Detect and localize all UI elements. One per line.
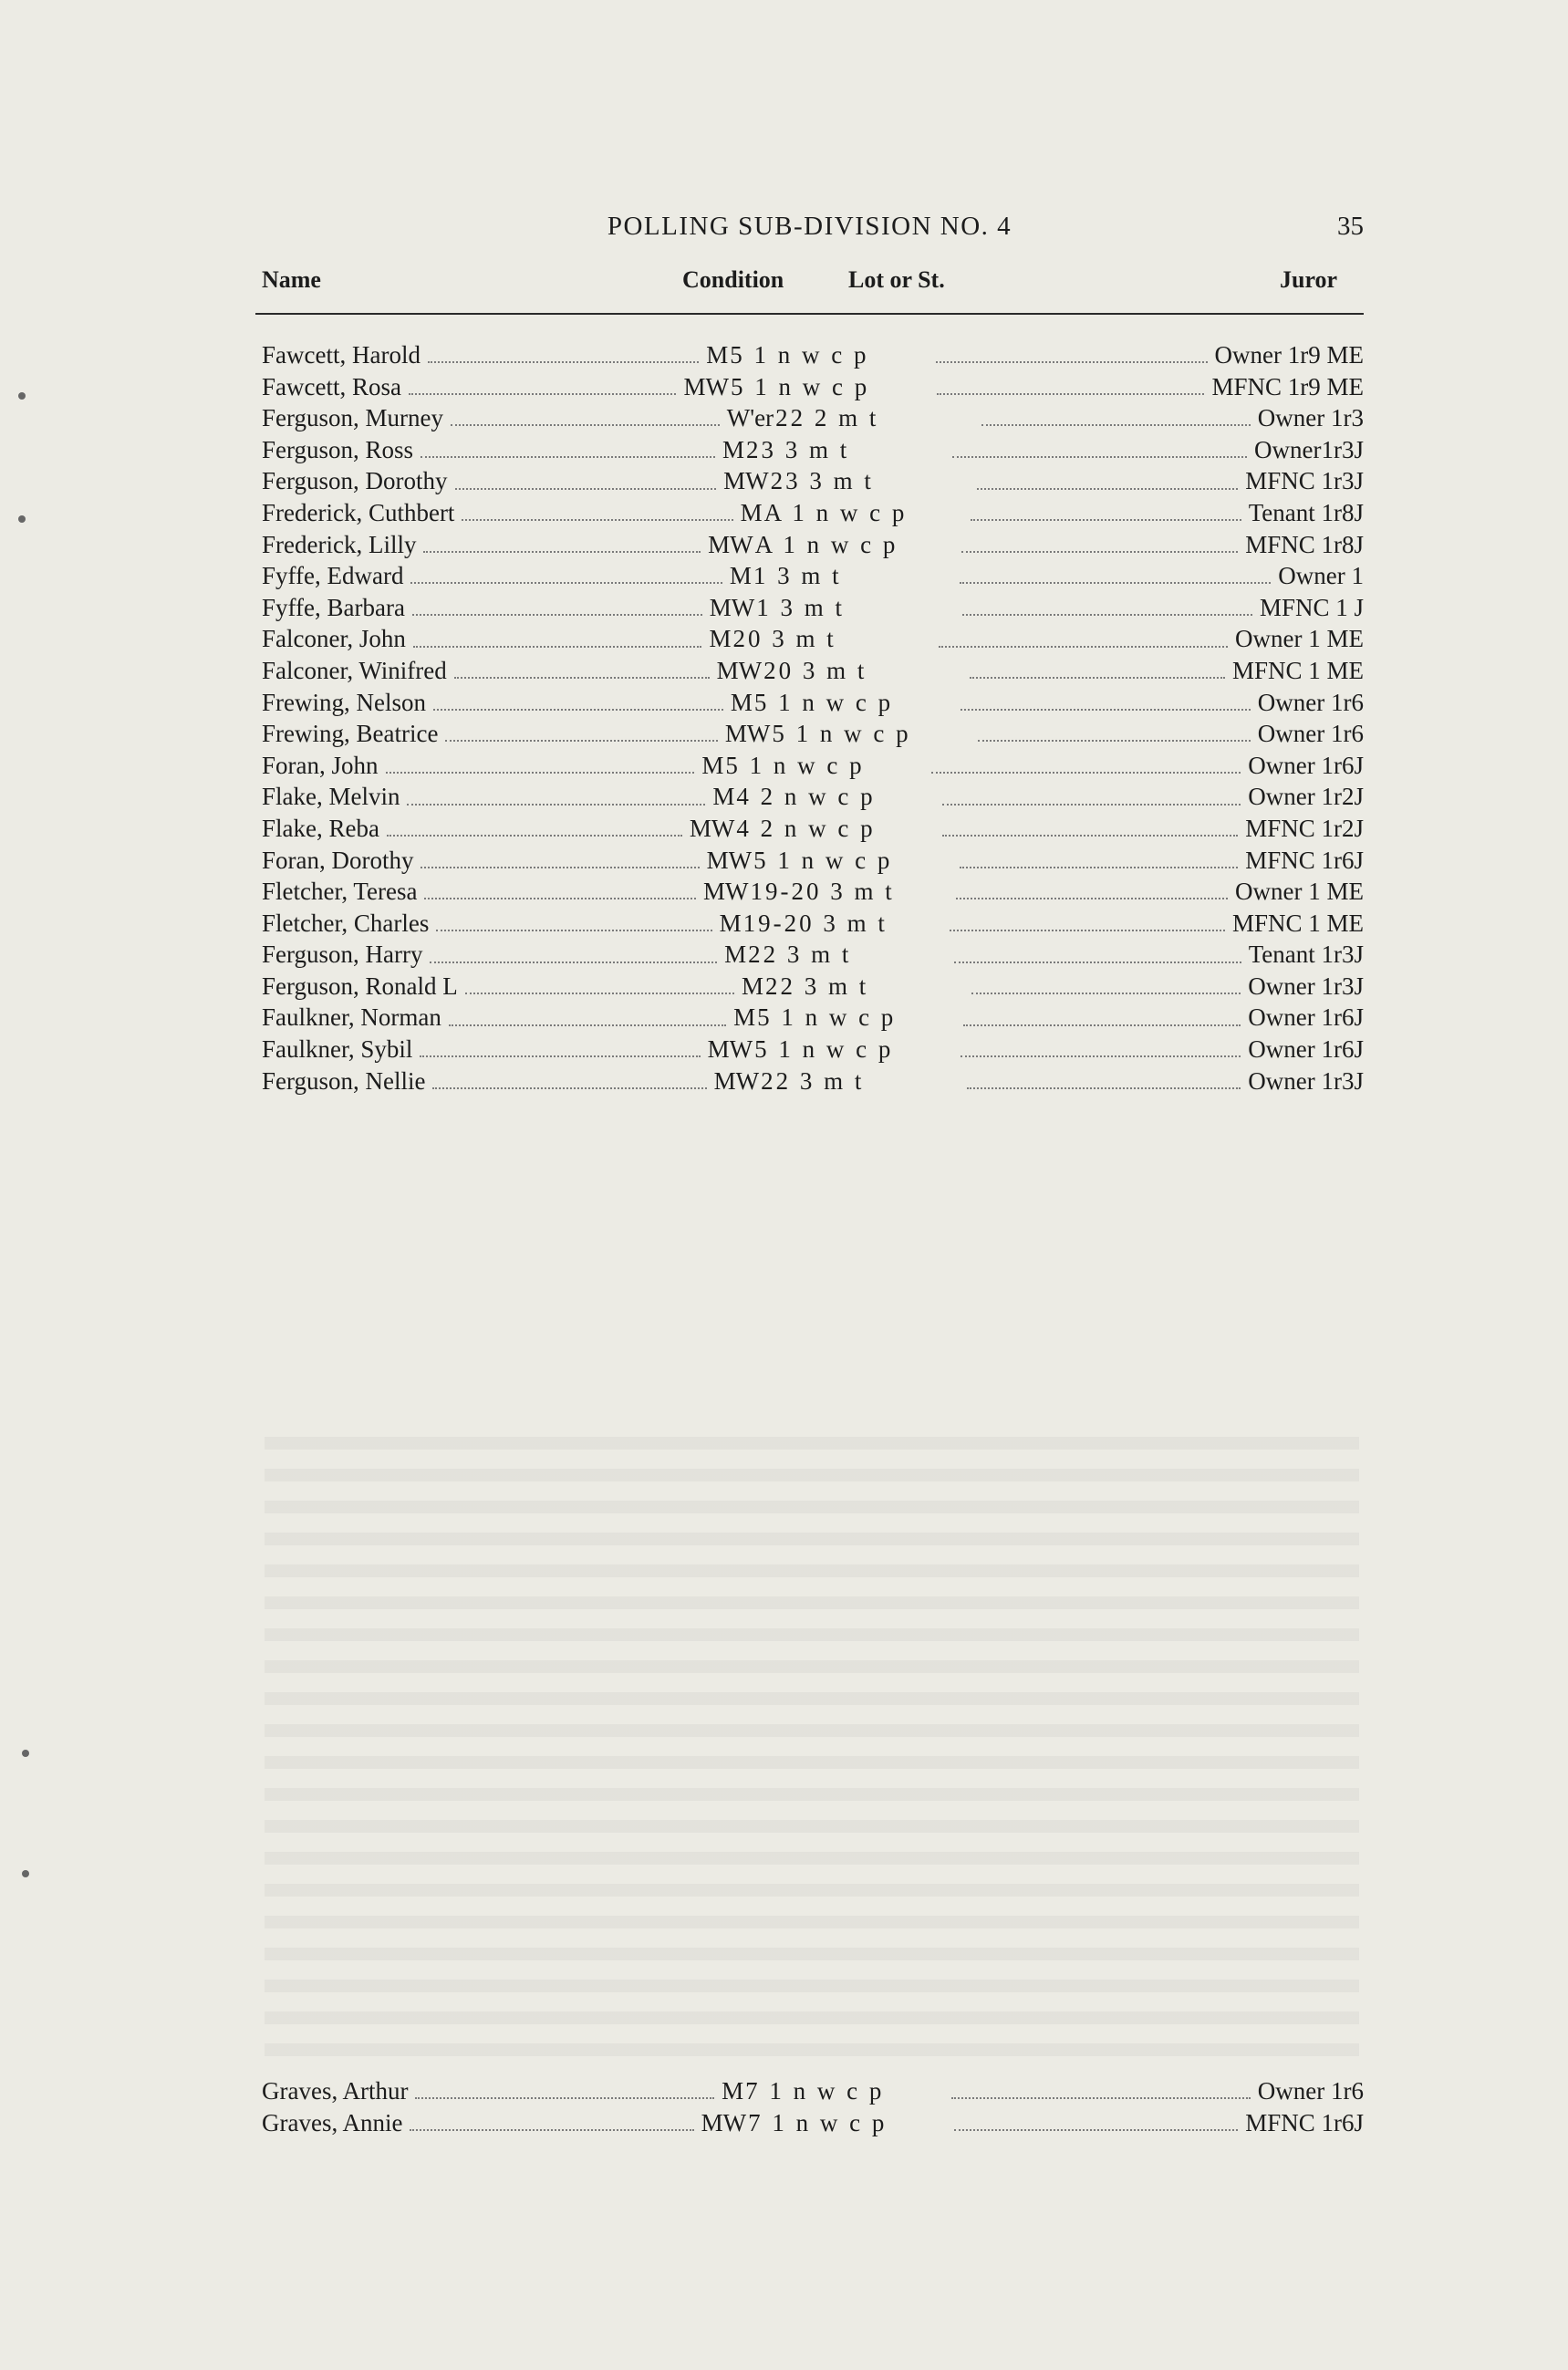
margin-mark (18, 392, 26, 400)
voter-name: Fyffe, Edward (262, 562, 404, 590)
voter-juror: Owner 1r2J (1248, 783, 1365, 811)
voter-lot: 5 1 n w c p (754, 1035, 894, 1064)
voter-lot: 1 3 m t (756, 593, 845, 621)
leader-dots (436, 930, 711, 931)
voter-lot: 5 1 n w c p (772, 720, 911, 748)
leader-dots (433, 709, 723, 711)
leader-dots (937, 393, 1205, 395)
voter-juror: Owner 1 ME (1235, 878, 1364, 906)
voter-lot: 5 1 n w c p (753, 688, 894, 716)
voter-juror: MFNC 1r3J (1245, 467, 1365, 495)
margin-mark (22, 1870, 29, 1877)
voter-name: Fawcett, Harold (262, 341, 421, 369)
voter-juror: Owner 1r6J (1248, 1003, 1364, 1032)
voter-lot: 7 1 n w c p (745, 2077, 885, 2105)
voter-name: Fletcher, Charles (262, 909, 430, 937)
leader-dots (963, 1024, 1241, 1026)
voter-name: Ferguson, Ronald L (262, 972, 458, 1000)
voter-name: Frewing, Beatrice (262, 720, 439, 748)
margin-mark (18, 515, 26, 523)
voter-lot: 22 2 m t (775, 404, 879, 432)
voter-row (262, 972, 1364, 1004)
voter-condition: MW (724, 720, 771, 748)
voter-row (262, 562, 1364, 594)
voter-juror: MFNC 1 J (1259, 593, 1365, 621)
voter-juror: Owner 1r3J (1248, 972, 1364, 1000)
voter-condition: M (706, 341, 729, 369)
voter-juror: Owner 1 ME (1235, 625, 1365, 653)
voter-condition: MW (713, 1066, 760, 1095)
voter-name: Graves, Arthur (262, 2077, 409, 2105)
voter-condition: MW (702, 878, 749, 906)
voter-row (262, 847, 1364, 878)
voter-condition: M (722, 2077, 744, 2105)
leader-dots (961, 1055, 1241, 1057)
voter-row (262, 689, 1364, 721)
leader-dots (410, 582, 722, 584)
leader-dots (386, 772, 695, 774)
leader-dots (451, 424, 720, 426)
voter-name: Falconer, John (262, 625, 406, 653)
voter-name: Ferguson, Murney (262, 404, 443, 432)
voter-juror: MFNC 1 ME (1231, 656, 1365, 684)
voter-row (262, 594, 1364, 626)
leader-dots (936, 361, 1207, 363)
voter-name: Ferguson, Nellie (262, 1066, 426, 1095)
voter-condition: M (740, 498, 763, 526)
voter-lot: 22 3 m t (765, 972, 869, 1000)
leader-dots (967, 1087, 1241, 1089)
leader-dots (387, 835, 682, 837)
voter-condition: MW (683, 372, 729, 400)
voter-lot: 20 3 m t (763, 656, 867, 684)
voter-name: Fawcett, Rosa (262, 372, 401, 400)
leader-dots (939, 646, 1228, 648)
leader-dots (960, 867, 1238, 868)
voter-name: Faulkner, Norman (262, 1003, 441, 1032)
voter-name: Flake, Melvin (262, 783, 400, 811)
voter-row (262, 2077, 1364, 2109)
leader-dots (956, 898, 1228, 899)
voter-name: Frederick, Lilly (262, 530, 417, 558)
leader-dots (970, 677, 1225, 679)
margin-mark (22, 1750, 29, 1757)
leader-dots (971, 993, 1241, 994)
leader-dots (413, 646, 702, 648)
leader-dots (931, 772, 1241, 774)
voter-condition: W'er (726, 404, 774, 432)
column-header-lot: Lot or St. (848, 266, 945, 293)
voter-name: Flake, Reba (262, 814, 379, 842)
voter-condition: M (730, 688, 753, 716)
voter-row (262, 436, 1364, 468)
voter-condition: MW (723, 467, 769, 495)
voter-condition: M (742, 972, 764, 1000)
leader-dots (465, 993, 734, 994)
leader-dots (962, 614, 1252, 616)
voter-juror: MFNC 1r9 ME (1211, 372, 1365, 400)
page-number: 35 (1337, 212, 1364, 241)
voter-juror: Owner1r3J (1254, 435, 1365, 463)
voter-lot: 5 1 n w c p (757, 1003, 897, 1032)
voter-name: Falconer, Winifred (262, 656, 447, 684)
voter-condition: M (712, 783, 735, 811)
voter-condition: M (733, 1003, 756, 1032)
column-header-juror: Juror (1280, 266, 1338, 293)
voter-lot: 5 1 n w c p (730, 341, 869, 369)
voter-lot: 5 1 n w c p (730, 372, 870, 400)
leader-dots (960, 582, 1271, 584)
voter-row (262, 467, 1364, 499)
voter-lot: 20 3 m t (732, 625, 836, 653)
leader-dots (971, 519, 1241, 521)
leader-dots (409, 393, 677, 395)
voter-row (262, 910, 1364, 941)
voter-row (262, 720, 1364, 752)
voter-condition: MW (689, 814, 735, 842)
voter-name: Foran, Dorothy (262, 846, 414, 874)
voter-name: Foran, John (262, 751, 379, 779)
voter-row (262, 783, 1364, 815)
header-rule (255, 313, 1364, 315)
voter-name: Faulkner, Sybil (262, 1035, 413, 1064)
leader-dots (961, 709, 1251, 711)
voter-lot: 7 1 n w c p (748, 2108, 888, 2136)
voter-name: Ferguson, Dorothy (262, 467, 448, 495)
leader-dots (455, 488, 717, 490)
leader-dots (942, 835, 1238, 837)
voter-juror: Owner 1r3 (1257, 404, 1365, 432)
voter-condition: MW (707, 1035, 753, 1064)
leader-dots (424, 898, 696, 899)
voter-lot: A 1 n w c p (754, 530, 898, 558)
voter-row (262, 941, 1364, 972)
voter-row (262, 373, 1364, 405)
voter-condition: MW (701, 2108, 747, 2136)
voter-juror: MFNC 1r6J (1245, 846, 1365, 874)
voter-name: Ferguson, Harry (262, 941, 423, 969)
voter-row (262, 341, 1364, 373)
leader-dots (952, 456, 1247, 458)
voter-name: Graves, Annie (262, 2108, 403, 2136)
voter-condition: M (722, 435, 745, 463)
leader-dots (421, 456, 715, 458)
voter-row (262, 404, 1364, 436)
voter-condition: MW (706, 846, 753, 874)
voter-name: Fletcher, Teresa (262, 878, 418, 906)
leader-dots (412, 614, 702, 616)
leader-dots (462, 519, 732, 521)
voter-juror: MFNC 1r6J (1245, 2108, 1364, 2136)
voter-lot: 19-20 3 m t (750, 878, 895, 906)
voter-condition: M (701, 751, 724, 779)
voter-lot: 23 3 m t (770, 467, 874, 495)
leader-dots (423, 551, 701, 553)
column-header-condition: Condition (682, 266, 784, 293)
leader-dots (950, 930, 1225, 931)
voter-juror: MFNC 1 ME (1231, 909, 1364, 937)
voter-juror: Tenant 1r3J (1248, 941, 1365, 969)
leader-dots (445, 740, 717, 742)
voter-row (262, 499, 1364, 531)
voter-juror: Owner 1r6 (1257, 2077, 1365, 2105)
leader-dots (415, 2097, 714, 2099)
voter-juror: Owner 1r9 ME (1214, 341, 1364, 369)
voter-condition: M (709, 625, 732, 653)
voter-lot: 5 1 n w c p (725, 751, 865, 779)
voter-juror: MFNC 1r8J (1245, 530, 1365, 558)
voter-juror: Owner 1r6 (1257, 720, 1364, 748)
voter-condition: M (724, 941, 747, 969)
voter-lot: 22 3 m t (748, 941, 852, 969)
leader-dots (410, 2129, 693, 2131)
page-title: POLLING SUB-DIVISION NO. 4 (607, 212, 1012, 241)
leader-dots (421, 867, 699, 868)
voter-name: Frewing, Nelson (262, 688, 426, 716)
voter-row (262, 625, 1364, 657)
leader-dots (954, 2129, 1238, 2131)
voter-condition: MW (709, 593, 755, 621)
voter-row (262, 657, 1364, 689)
leader-dots (961, 551, 1239, 553)
leader-dots (420, 1055, 700, 1057)
leader-dots (954, 962, 1241, 963)
column-header-name: Name (262, 266, 321, 293)
voter-name: Frederick, Cuthbert (262, 498, 455, 526)
leader-dots (951, 2097, 1251, 2099)
leader-dots (430, 962, 717, 963)
voter-row (262, 1067, 1364, 1099)
voter-condition: M (729, 562, 752, 590)
voter-lot: 22 3 m t (761, 1066, 865, 1095)
leader-dots (981, 424, 1251, 426)
voter-condition: MW (716, 656, 763, 684)
leader-dots (978, 740, 1250, 742)
voter-lot: 4 2 n w c p (736, 814, 876, 842)
voter-lot: 5 1 n w c p (753, 846, 893, 874)
voter-juror: MFNC 1r2J (1245, 814, 1364, 842)
voter-juror: Tenant 1r8J (1248, 498, 1365, 526)
voter-juror: Owner 1r6J (1248, 1035, 1364, 1064)
voter-row (262, 2109, 1364, 2141)
voter-juror: Owner 1 (1278, 562, 1364, 590)
leader-dots (432, 1087, 706, 1089)
voter-condition: MW (708, 530, 753, 558)
voter-lot: 4 2 n w c p (736, 783, 876, 811)
leader-dots (942, 804, 1241, 806)
voter-lot: A 1 n w c p (763, 498, 908, 526)
voter-juror: Owner 1r6J (1248, 751, 1364, 779)
voter-juror: Owner 1r6 (1257, 688, 1364, 716)
voter-row (262, 878, 1364, 910)
bleed-through-texture (265, 1437, 1359, 2075)
voter-lot: 23 3 m t (746, 435, 850, 463)
voter-name: Fyffe, Barbara (262, 593, 405, 621)
voter-list-continued (262, 2077, 1364, 2140)
leader-dots (454, 677, 710, 679)
voter-row (262, 815, 1364, 847)
voter-name: Ferguson, Ross (262, 435, 414, 463)
voter-lot: 1 3 m t (753, 562, 842, 590)
voter-lot: 19-20 3 m t (742, 909, 888, 937)
voter-list (262, 341, 1364, 1098)
page-header (255, 212, 1364, 248)
voter-condition: M (719, 909, 742, 937)
leader-dots (407, 804, 705, 806)
voter-juror: Owner 1r3J (1248, 1066, 1364, 1095)
voter-row (262, 531, 1364, 563)
leader-dots (449, 1024, 726, 1026)
leader-dots (977, 488, 1239, 490)
voter-row (262, 752, 1364, 784)
leader-dots (428, 361, 699, 363)
voter-row (262, 1003, 1364, 1035)
voter-row (262, 1035, 1364, 1067)
